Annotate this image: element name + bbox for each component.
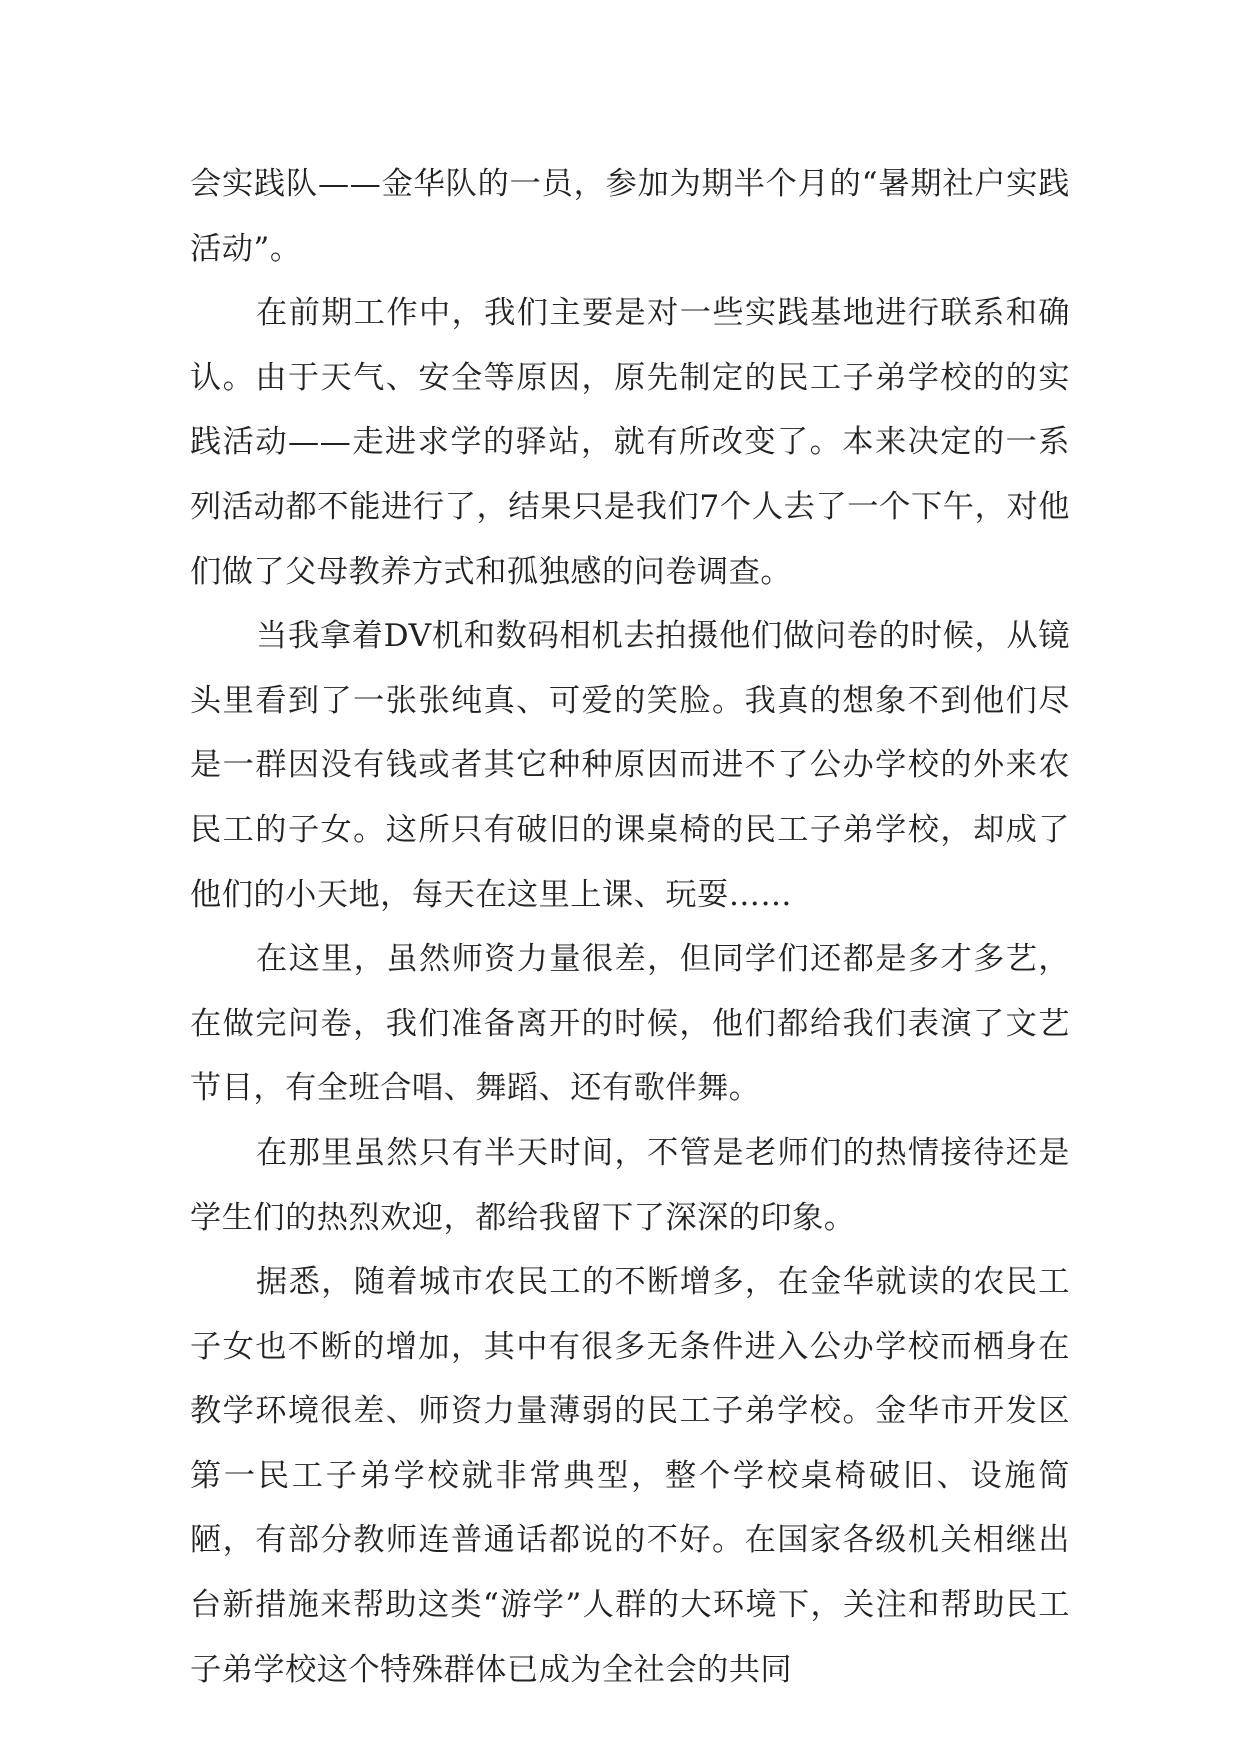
paragraph-impression: 在那里虽然只有半天时间，不管是老师们的热情接待还是学生们的热烈欢迎，都给我留下了深深的印象。 — [190, 1134, 1070, 1236]
paragraph-background: 据悉，随着城市农民工的不断增多，在金华就读的农民工子女也不断的增加，其中有很多无条件进入公办学校而栖身在教学环境很差、师资力量薄弱的民工子弟学校。金华市开发区第一民工子弟学校就非常典型，整个学校桌椅破旧、设施简陋，有部分教师连普通话都说的不好。在国家各级机关相继出台新措施来帮助这类“游学”人群的大环境下，关注和帮助民工子弟学校这个特殊群体已成为全社会的共同 — [190, 1264, 1070, 1688]
document-body — [190, 152, 1070, 1702]
paragraph-continuation: 会实践队——金华队的一员，参加为期半个月的“暑期社户实践活动”。 — [190, 166, 1070, 267]
paragraph-preparation: 在前期工作中，我们主要是对一些实践基地进行联系和确认。由于天气、安全等原因，原先制定的民工子弟学校的的实践活动——走进求学的驿站，就有所改变了。本来决定的一系列活动都不能进行了，结果只是我们7个人去了一个下午，对他们做了父母教养方式和孤独感的问卷调查。 — [190, 295, 1070, 590]
paragraph-performance: 在这里，虽然师资力量很差，但同学们还都是多才多艺，在做完问卷，我们准备离开的时候，他们都给我们表演了文艺节目，有全班合唱、舞蹈、还有歌伴舞。 — [190, 941, 1070, 1107]
paragraph-filming: 当我拿着DV机和数码相机去拍摄他们做问卷的时候，从镜头里看到了一张张纯真、可爱的笑脸。我真的想象不到他们尽是一群因没有钱或者其它种种原因而进不了公办学校的外来农民工的子女。这所只有破旧的课桌椅的民工子弟学校，却成了他们的小天地，每天在这里上课、玩耍…… — [190, 618, 1070, 913]
